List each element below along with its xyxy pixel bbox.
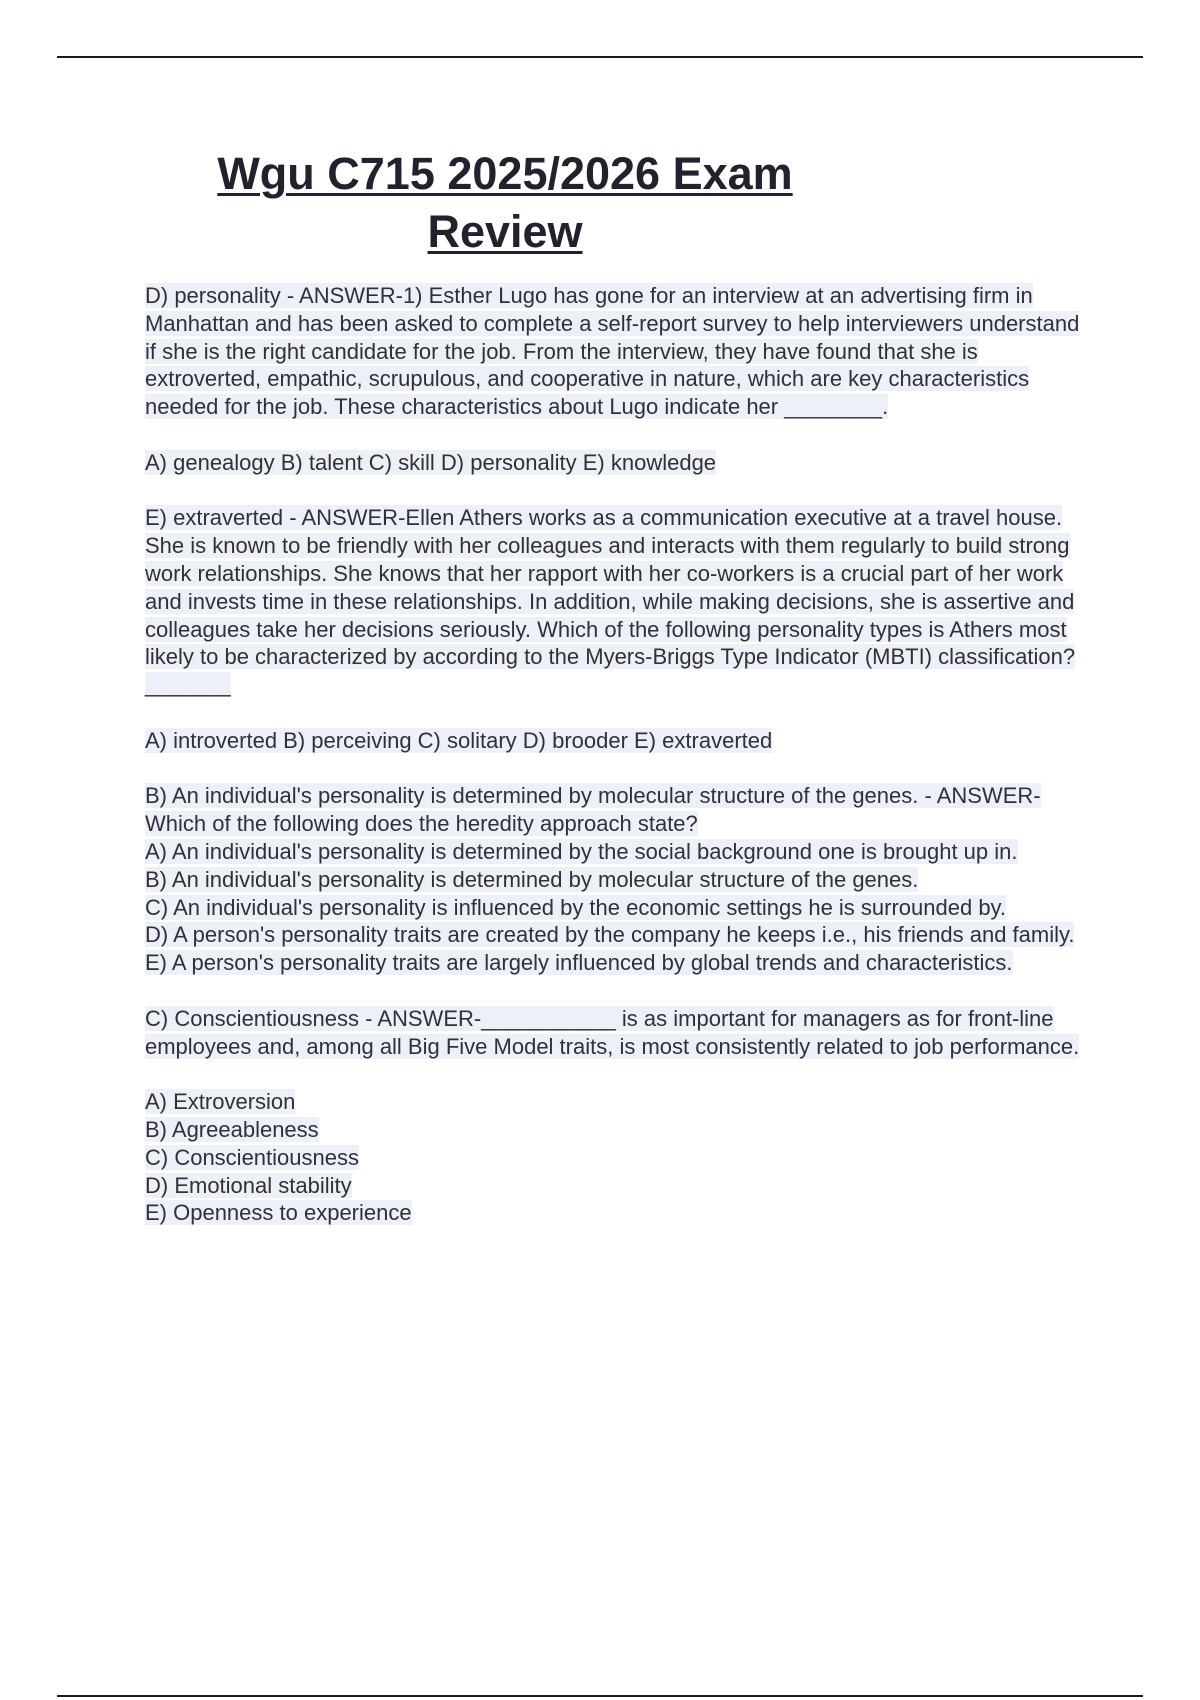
title-line-2: Review: [427, 206, 583, 257]
page-title: [195, 145, 815, 261]
option-text: D) Emotional stability: [145, 1172, 352, 1198]
question-1-options: [145, 449, 1090, 477]
question-4-option-d: [145, 1172, 1090, 1200]
question-4-text: C) Conscientiousness - ANSWER-___________ is as important for managers as for front-line employees and, among all Big Five Model traits, is most consistently related to job performance.: [145, 1005, 1080, 1059]
document-body: [145, 282, 1090, 1227]
option-text: A) An individual's personality is determined by the social background one is brought up in.: [145, 838, 1018, 864]
question-4: [145, 1005, 1090, 1061]
option-text: A) Extroversion: [145, 1089, 296, 1115]
question-3-text: B) An individual's personality is determined by molecular structure of the genes. - ANSWER-Which of the following does the heredity approach state?: [145, 783, 1041, 837]
bottom-rule: [57, 1695, 1143, 1697]
option-text: B) Agreeableness: [145, 1116, 319, 1142]
option-text: E) Openness to experience: [145, 1200, 412, 1226]
option-text: B) An individual's personality is determined by molecular structure of the genes.: [145, 866, 919, 892]
question-2-text: E) extraverted - ANSWER-Ellen Athers works as a communication executive at a travel house. She is known to be friendly with her colleagues and interacts with them regularly to build strong work relationships. She knows that her rapport with her co-workers is a crucial part of her work and invests time in these relationships. In addition, while making decisions, she is assertive and colleagues take her decisions seriously. Which of the following personality types is Athers most likely to be characterized by according to the Myers-Briggs Type Indicator (MBTI) classification? _______: [145, 505, 1076, 698]
question-4-option-b: [145, 1116, 1090, 1144]
question-3-option-a: [145, 838, 1090, 866]
question-1-options-text: A) genealogy B) talent C) skill D) personality E) knowledge: [145, 449, 717, 475]
question-3-option-c: [145, 894, 1090, 922]
question-4-option-a: [145, 1088, 1090, 1116]
top-rule: [57, 56, 1143, 58]
option-text: E) A person's personality traits are largely influenced by global trends and characteristics.: [145, 950, 1013, 976]
title-block: [195, 145, 815, 261]
question-2-options: [145, 727, 1090, 755]
question-3-option-b: [145, 866, 1090, 894]
question-3: [145, 782, 1090, 838]
title-line-1: Wgu C715 2025/2026 Exam: [217, 148, 793, 199]
question-1: [145, 282, 1090, 421]
question-2: [145, 504, 1090, 699]
question-2-options-text: A) introverted B) perceiving C) solitary D) brooder E) extraverted: [145, 727, 773, 753]
question-1-text: D) personality - ANSWER-1) Esther Lugo has gone for an interview at an advertising firm in Manhattan and has been asked to complete a self-report survey to help interviewers understand if she is the right candidate for the job. From the interview, they have found that she is extroverted, empathic, scrupulous, and cooperative in nature, which are key characteristics needed for the job. These characteristics about Lugo indicate her ________.: [145, 283, 1080, 420]
question-3-option-d: [145, 921, 1090, 949]
option-text: C) Conscientiousness: [145, 1144, 359, 1170]
option-text: C) An individual's personality is influenced by the economic settings he is surrounded by.: [145, 894, 1007, 920]
question-4-option-c: [145, 1144, 1090, 1172]
question-3-option-e: [145, 949, 1090, 977]
question-4-option-e: [145, 1199, 1090, 1227]
option-text: D) A person's personality traits are created by the company he keeps i.e., his friends and family.: [145, 922, 1075, 948]
